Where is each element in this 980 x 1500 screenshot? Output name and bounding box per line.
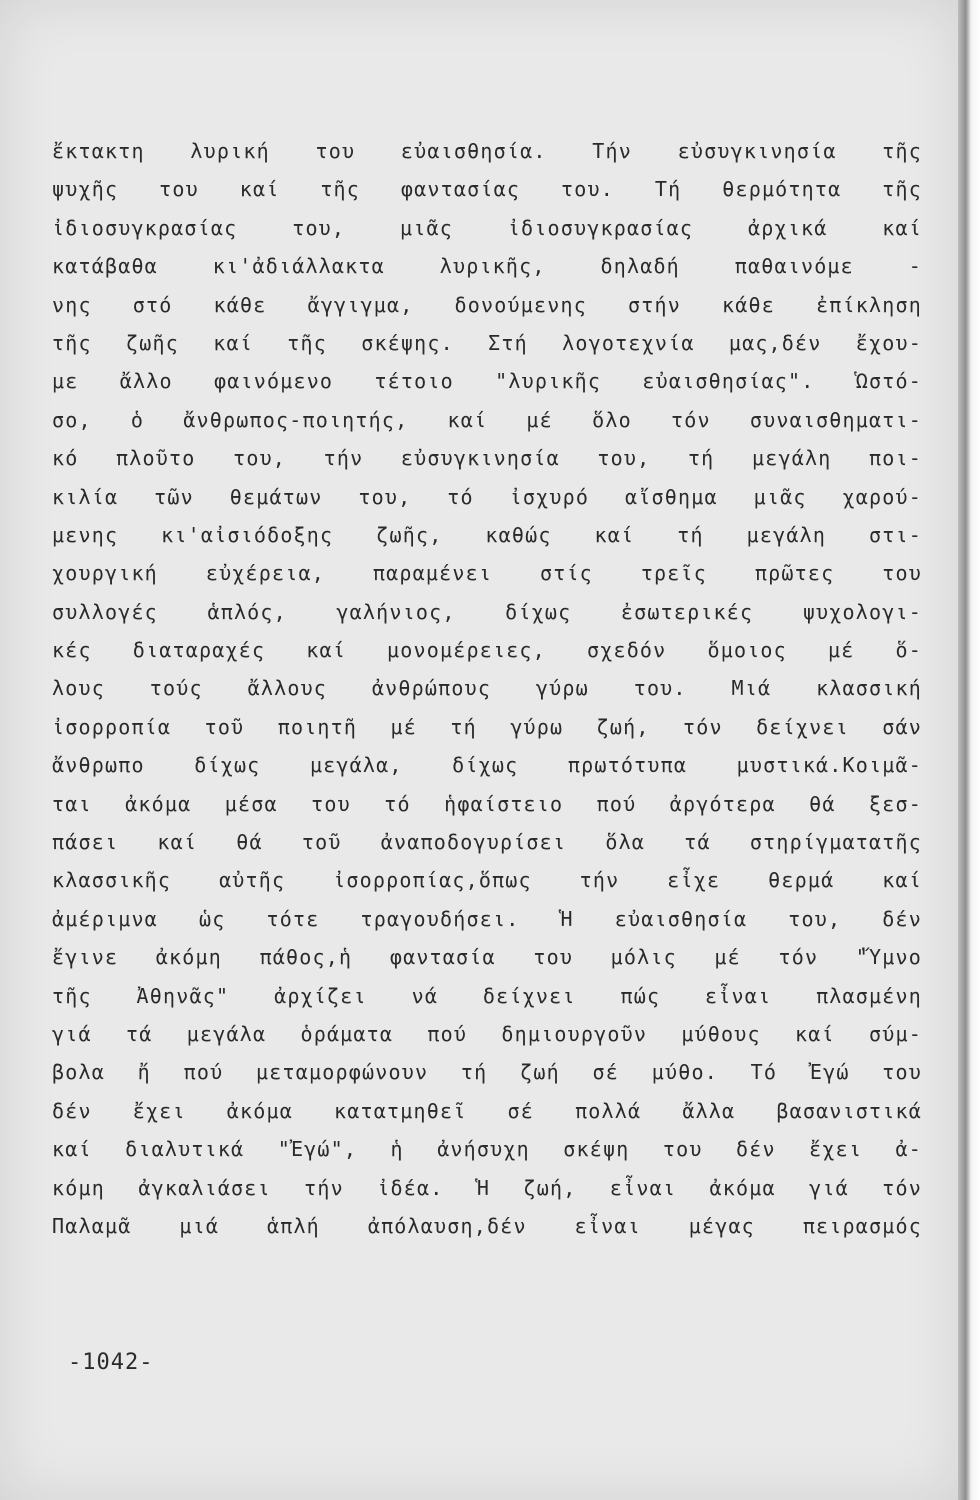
text-line: Παλαμᾶ μιά ἁπλή ἀπόλαυση,δέν εἶναι μέγας πειρασμός [52, 1213, 922, 1238]
text-line: ἰδιοσυγκρασίας του, μιᾶς ἰδιοσυγκρασίας ἀρχικά καί [52, 215, 922, 240]
text-line: ψυχῆς του καί τῆς φαντασίας του. Τή θερμότητα τῆς [52, 177, 922, 202]
text-line: ται ἀκόμα μέσα του τό ἡφαίστειο πού ἀργότερα θά ξεσ- [52, 791, 922, 816]
text-line: τῆς Ἀθηνᾶς" ἀρχίζει νά δείχνει πώς εἶναι πλασμένη [52, 983, 922, 1008]
text-line: χουργική εὐχέρεια, παραμένει στίς τρεῖς πρῶτες του [52, 561, 922, 586]
text-line: μενης κι'αἰσιόδοξης ζωῆς, καθώς καί τή μεγάλη στι- [52, 522, 922, 547]
text-line: κόμη ἀγκαλιάσει τήν ἰδέα. Ἡ ζωή, εἶναι ἀκόμα γιά τόν [52, 1175, 922, 1200]
text-line: πάσει καί θά τοῦ ἀναποδογυρίσει ὅλα τά στηρίγματατῆς [52, 830, 922, 855]
text-line: δέν ἔχει ἀκόμα κατατμηθεῖ σέ πολλά ἄλλα βασανιστικά [52, 1098, 922, 1123]
text-line: κιλία τῶν θεμάτων του, τό ἰσχυρό αἴσθημα μιᾶς χαρού- [52, 484, 922, 509]
text-line: καί διαλυτικά "Ἐγώ", ἡ ἀνήσυχη σκέψη του δέν ἔχει ἀ- [52, 1137, 922, 1162]
text-line: κλασσικῆς αὐτῆς ἰσορροπίας,ὅπως τήν εἶχε θερμά καί [52, 868, 922, 893]
text-line: με ἄλλο φαινόμενο τέτοιο "λυρικῆς εὐαισθησίας". Ὡστό- [52, 369, 922, 394]
text-line: λους τούς ἄλλους ἀνθρώπους γύρω του. Μιά κλασσική [52, 676, 922, 701]
text-line: ἀμέριμνα ὡς τότε τραγουδήσει. Ἡ εὐαισθησία του, δέν [52, 906, 922, 931]
text-line: συλλογές ἁπλός, γαλήνιος, δίχως ἐσωτερικές ψυχολογι- [52, 599, 922, 624]
text-line: κές διαταραχές καί μονομέρειες, σχεδόν ὅμοιος μέ ὅ- [52, 638, 922, 663]
page-edge [958, 0, 980, 1500]
text-line: ἔκτακτη λυρική του εὐαισθησία. Τήν εὐσυγκινησία τῆς [52, 139, 922, 163]
text-line: γιά τά μεγάλα ὁράματα πού δημιουργοῦν μύθους καί σύμ- [52, 1021, 922, 1046]
text-line: τῆς ζωῆς καί τῆς σκέψης. Στή λογοτεχνία μας,δέν ἔχου- [52, 330, 922, 355]
text-line: ἰσορροπία τοῦ ποιητῆ μέ τή γύρω ζωή, τόν δείχνει σάν [52, 714, 922, 739]
text-line: ἄνθρωπο δίχως μεγάλα, δίχως πρωτότυπα μυστικά.Κοιμᾶ- [52, 753, 922, 778]
text-line: ἔγινε ἀκόμη πάθος,ἡ φαντασία του μόλις μέ τόν "Ὕμνο [52, 945, 922, 970]
page-number: -1042- [68, 1350, 154, 1375]
text-line: σο, ὁ ἄνθρωπος-ποιητής, καί μέ ὅλο τόν συναισθηματι- [52, 407, 922, 432]
body-text [52, 132, 922, 1245]
text-line: νης στό κάθε ἄγγιγμα, δονούμενης στήν κάθε ἐπίκληση [52, 292, 922, 317]
text-line: βολα ἤ πού μεταμορφώνουν τή ζωή σέ μύθο. Τό Ἐγώ του [52, 1060, 922, 1085]
text-line: κατάβαθα κι'ἀδιάλλακτα λυρικῆς, δηλαδή παθαινόμε - [52, 254, 922, 279]
text-line: κό πλοῦτο του, τήν εὐσυγκινησία του, τή μεγάλη ποι- [52, 446, 922, 471]
